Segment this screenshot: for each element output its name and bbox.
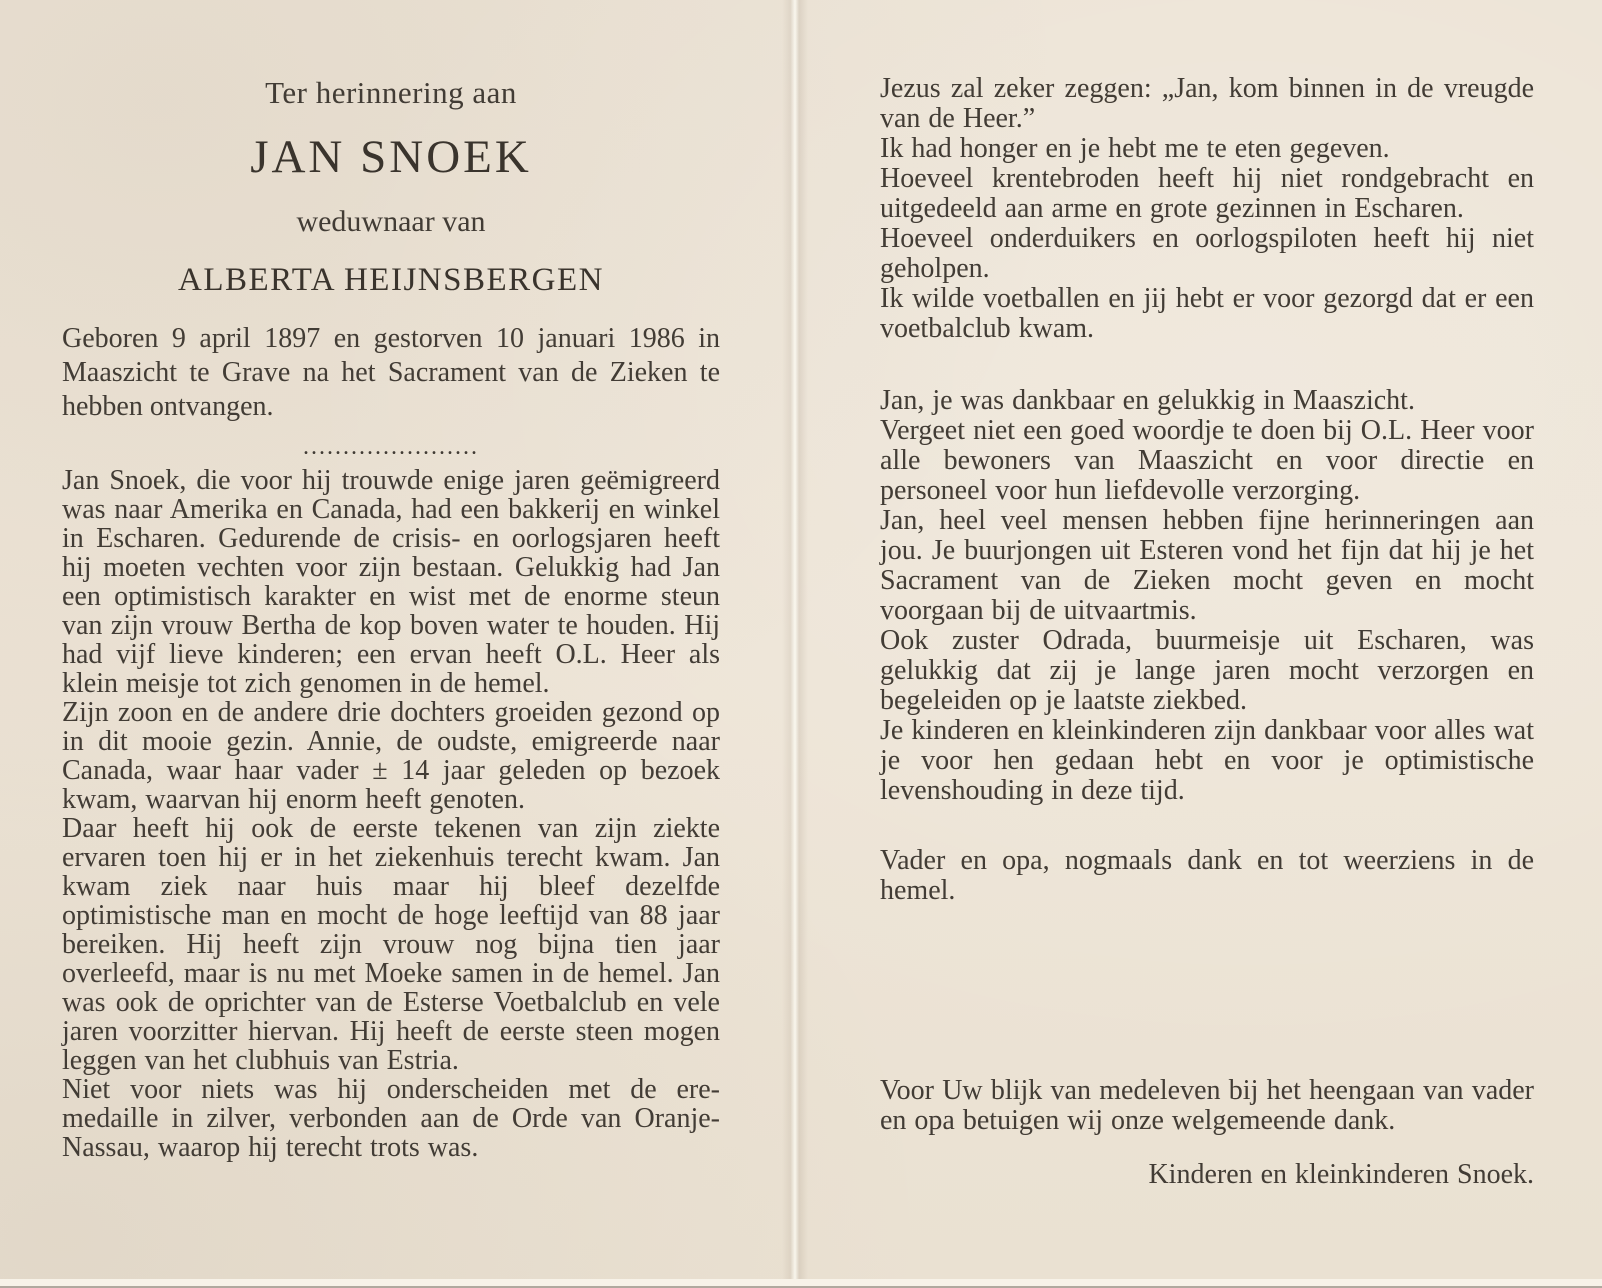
opening-verses bbox=[880, 74, 1534, 344]
signature: Kinderen en kleinkinderen Snoek. bbox=[1148, 1159, 1534, 1190]
gratitude-paragraph: Je kinderen en kleinkinderen zijn dankbaar voor alles wat je voor hen gedaan hebt en voor je optimistische levenshouding in deze tijd. bbox=[880, 715, 1534, 806]
life-dates: Geboren 9 april 1897 en gestorven 10 januari 1986 in Maaszicht te Grave na het Sacrament van de Zieken te hebben ontvangen. bbox=[62, 323, 720, 422]
relation-label: weduwnaar van bbox=[296, 205, 486, 238]
dotted-divider: ...................... bbox=[303, 434, 479, 460]
biography-paragraph: Daar heeft hij ook de eerste tekenen van zijn ziekte ervaren toen hij er in het ziekenhuis terecht kwam. Jan kwam ziek naar huis maar hij bleef dezelfde optimistische man en mocht de hoge leeftijd van 88 jaar bereiken. Hij heeft zijn vrouw nog bijna tien jaar overleefd, maar is nu met Moeke samen in de hemel. Jan was ook de oprichter van de Esterse Voetbalclub en vele jaren voorzitter hiervan. Hij heeft de eerste steen mogen leggen van het clubhuis van Estria. bbox=[62, 813, 720, 1076]
page-right bbox=[880, 74, 1534, 1190]
biography-paragraph: Niet voor niets was hij onderscheiden met de ere-medaille in zilver, verbonden aan de Orde van Oranje-Nassau, waarop hij terecht trots was. bbox=[62, 1074, 720, 1163]
gratitude-paragraph: Ook zuster Odrada, buurmeisje uit Escharen, was gelukkig dat zij je lange jaren mocht verzorgen en begeleiden op je laatste ziekbed. bbox=[880, 625, 1534, 716]
opening-paragraph: Hoeveel onderduikers en oorlogspiloten heeft hij niet geholpen. bbox=[880, 223, 1534, 284]
opening-paragraph: Hoeveel krentebroden heeft hij niet rondgebracht en uitgedeeld aan arme en grote gezinnen in Escharen. bbox=[880, 163, 1534, 224]
farewell-section bbox=[880, 846, 1534, 1190]
biography-paragraph: Jan Snoek, die voor hij trouwde enige jaren geëmigreerd was naar Amerika en Canada, had een bakkerij en winkel in Escharen. Gedurende de crisis- en oorlogsjaren heeft hij moeten vechten voor zijn bestaan. Gelukkig had Jan een optimistisch karakter en wist met de enorme steun van zijn vrouw Bertha de kop boven water te houden. Hij had vijf lieve kinderen; een ervan heeft O.L. Heer als klein meisje tot zich genomen in de hemel. bbox=[62, 465, 720, 699]
gratitude-paragraph: Jan, heel veel mensen hebben fijne herinneringen aan jou. Je buurjongen uit Esteren vond het fijn dat hij je het Sacrament van de Zieken mocht geven en mocht voorgaan bij de uitvaartmis. bbox=[880, 505, 1534, 626]
scan-edge-strip bbox=[0, 1279, 1602, 1288]
memorial-label: Ter herinnering aan bbox=[265, 75, 517, 110]
gratitude-section bbox=[880, 386, 1534, 806]
gratitude-paragraph: Jan, je was dankbaar en gelukkig in Maaszicht. bbox=[880, 385, 1415, 416]
deceased-name: JAN SNOEK bbox=[250, 131, 532, 183]
farewell-text: Vader en opa, nogmaals dank en tot weerziens in de hemel. bbox=[880, 845, 1534, 906]
spouse-name: ALBERTA HEIJNSBERGEN bbox=[178, 262, 604, 298]
thanks-text: Voor Uw blijk van medeleven bij het heengaan van vader en opa betuigen wij onze welgemeende dank. bbox=[880, 1075, 1534, 1136]
opening-paragraph: Ik had honger en je hebt me te eten gegeven. bbox=[880, 133, 1390, 164]
opening-paragraph: Ik wilde voetballen en jij hebt er voor gezorgd dat er een voetbalclub kwam. bbox=[880, 283, 1534, 344]
page-left bbox=[62, 76, 720, 1162]
fold-crease bbox=[782, 0, 808, 1288]
biography-paragraph: Zijn zoon en de andere drie dochters groeiden gezond op in dit mooie gezin. Annie, de oudste, emigreerde naar Canada, waar haar vader ± 14 jaar geleden op bezoek kwam, waarvan hij enorm heeft genoten. bbox=[62, 697, 720, 815]
gratitude-paragraph: Vergeet niet een goed woordje te doen bij O.L. Heer voor alle bewoners van Maaszicht en voor directie en personeel voor hun liefdevolle verzorging. bbox=[880, 415, 1534, 506]
biography bbox=[62, 466, 720, 1162]
opening-paragraph: Jezus zal zeker zeggen: „Jan, kom binnen in de vreugde van de Heer.” bbox=[880, 73, 1534, 134]
